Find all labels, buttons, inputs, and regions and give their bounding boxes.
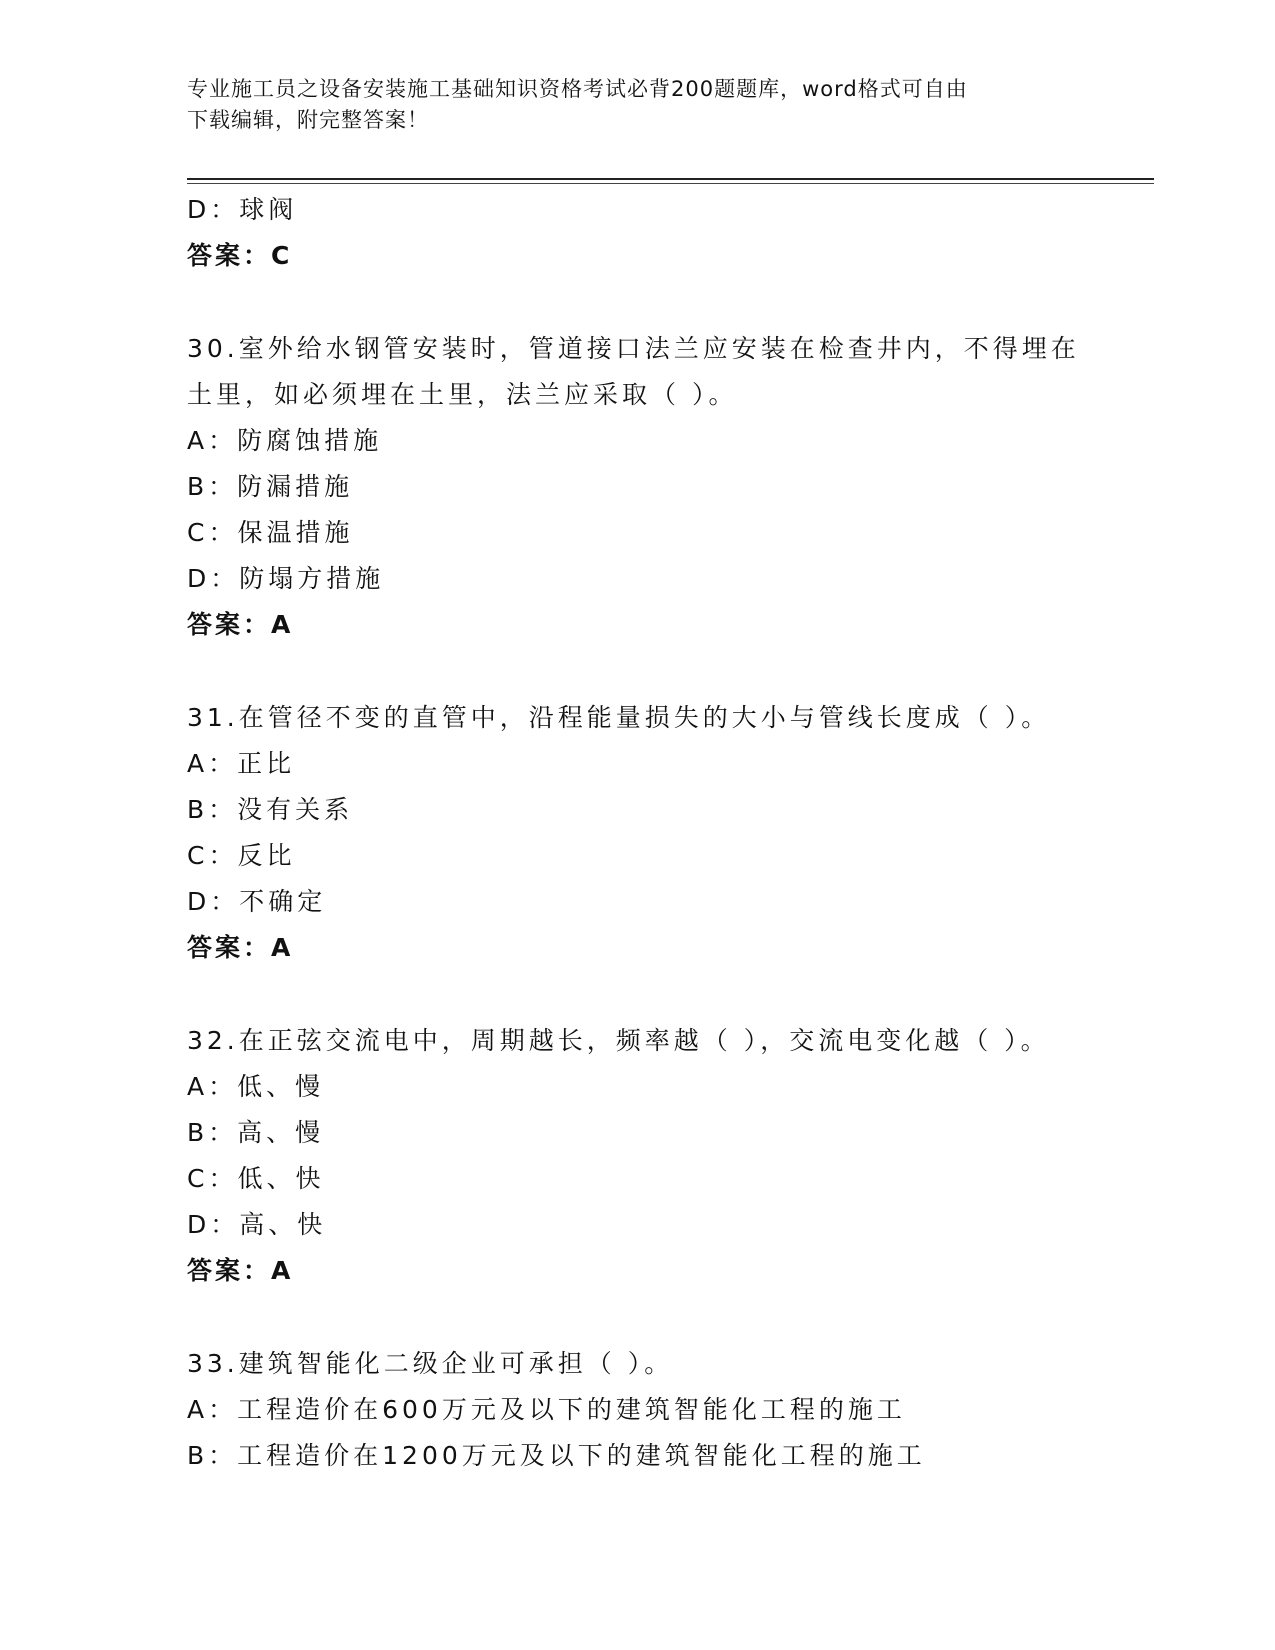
question-30 (187, 326, 1087, 648)
prev-option-d: D：球阀 (187, 195, 298, 224)
question-list (187, 187, 1087, 1479)
question-30-answer: 答案：A (187, 610, 294, 639)
question-32 (187, 1018, 1087, 1294)
spacer (187, 1294, 1087, 1341)
question-31-stem-line-1: 31.在管径不变的直管中，沿程能量损失的大小与管线长度成（ ）。 (187, 703, 1051, 732)
header-rule-thick (187, 178, 1154, 180)
spacer (187, 279, 1087, 326)
question-32-option-c: C：低、快 (187, 1164, 325, 1193)
question-31-option-c: C：反比 (187, 841, 296, 870)
prev-answer: 答案：C (187, 241, 293, 270)
question-32-option-b: B：高、慢 (187, 1118, 325, 1147)
question-33-stem-line-1: 33.建筑智能化二级企业可承担（ ）。 (187, 1349, 674, 1378)
question-31 (187, 695, 1087, 971)
question-30-stem-line-1: 30.室外给水钢管安装时，管道接口法兰应安装在检查井内，不得埋在 (187, 334, 1080, 363)
question-32-option-d: D：高、快 (187, 1210, 327, 1239)
question-33 (187, 1341, 1087, 1479)
question-30-option-d: D：防塌方措施 (187, 564, 385, 593)
document-header (187, 74, 1087, 136)
question-31-answer: 答案：A (187, 933, 294, 962)
question-31-option-b: B：没有关系 (187, 795, 354, 824)
header-line-1: 专业施工员之设备安装施工基础知识资格考试必背200题题库，word格式可自由 (187, 77, 968, 101)
question-31-option-d: D：不确定 (187, 887, 327, 916)
question-30-option-a: A：防腐蚀措施 (187, 426, 383, 455)
spacer (187, 648, 1087, 695)
question-33-option-a: A：工程造价在600万元及以下的建筑智能化工程的施工 (187, 1395, 906, 1424)
question-30-stem-line-2: 土里，如必须埋在土里，法兰应采取（ ）。 (187, 380, 738, 409)
question-30-option-c: C：保温措施 (187, 518, 354, 547)
header-rule-thin (187, 183, 1154, 184)
question-32-option-a: A：低、慢 (187, 1072, 325, 1101)
question-30-option-b: B：防漏措施 (187, 472, 354, 501)
spacer (187, 971, 1087, 1018)
question-33-option-b: B：工程造价在1200万元及以下的建筑智能化工程的施工 (187, 1441, 926, 1470)
header-line-2: 下载编辑，附完整答案！ (187, 108, 429, 132)
question-31-option-a: A：正比 (187, 749, 296, 778)
question-32-answer: 答案：A (187, 1256, 294, 1285)
question-32-stem-line-1: 32.在正弦交流电中，周期越长，频率越（ ），交流电变化越（ ）。 (187, 1026, 1050, 1055)
